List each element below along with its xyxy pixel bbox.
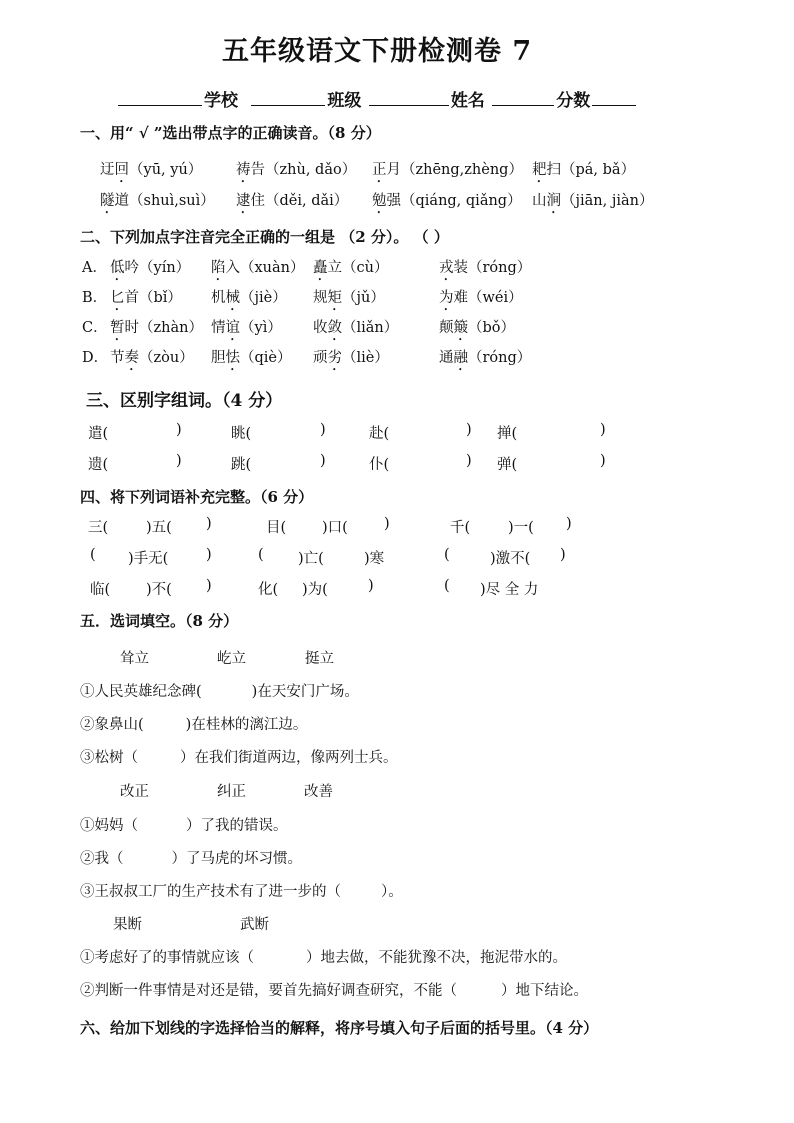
idiom-fragment: ) xyxy=(206,547,212,563)
idiom-fragment[interactable]: 目( xyxy=(266,520,287,536)
pinyin-options: （yín） xyxy=(139,260,191,276)
idiom-fragment[interactable]: ( xyxy=(444,547,450,563)
idiom-fragment[interactable]: ( xyxy=(90,547,96,563)
blank-close: ) xyxy=(320,453,326,469)
q5-sentence xyxy=(80,713,307,734)
idiom-fragment[interactable]: 千( xyxy=(450,520,471,536)
pinyin-options: （yì） xyxy=(240,320,282,336)
blank-close: ) xyxy=(466,453,472,469)
marked-char: 为 xyxy=(439,290,454,306)
sentence-part: ③松树（ xyxy=(80,750,138,766)
pinyin-options: （róng） xyxy=(468,260,532,276)
option-label[interactable]: D． xyxy=(82,350,109,366)
marked-char: 逮 xyxy=(236,193,251,209)
q2-word-item[interactable] xyxy=(313,256,388,284)
sentence-part: ②象鼻山( xyxy=(80,717,144,733)
idiom-fragment[interactable]: )手无( xyxy=(128,551,169,567)
char-prompt[interactable]: 赴( xyxy=(369,426,390,442)
class-label: 班级 xyxy=(327,91,362,111)
school-field[interactable] xyxy=(118,86,240,111)
word-char: 机 xyxy=(211,290,226,306)
sentence-part: )在天安门广场。 xyxy=(251,684,359,700)
q2-word-item[interactable] xyxy=(439,286,523,314)
idiom-fragment[interactable]: )亡( xyxy=(298,551,324,567)
idiom-fragment: ) xyxy=(560,547,566,563)
marked-char: 隧 xyxy=(100,193,115,209)
word-char: 顽 xyxy=(313,350,328,366)
word-char: 道 xyxy=(114,193,129,209)
option-label[interactable]: A． xyxy=(82,260,107,276)
class-field[interactable] xyxy=(245,86,363,111)
idiom-fragment[interactable]: )五( xyxy=(146,520,172,536)
idiom-fragment[interactable]: )一( xyxy=(508,520,534,536)
q2-word-item[interactable] xyxy=(211,256,305,284)
marked-char: 涧 xyxy=(546,193,561,209)
idiom-fragment[interactable]: )口( xyxy=(322,520,348,536)
q1-word-item[interactable] xyxy=(372,189,522,217)
q3-heading: 三、区别字组词。（4 分） xyxy=(86,391,283,411)
idiom-fragment[interactable]: )寒 xyxy=(364,551,385,567)
option-label[interactable]: C． xyxy=(82,320,108,336)
word-char: 规 xyxy=(313,290,328,306)
word-char: 山 xyxy=(532,193,547,209)
q5-sentence xyxy=(80,880,403,901)
q1-word-item[interactable] xyxy=(532,189,653,217)
pinyin-options: （yū, yú） xyxy=(129,162,203,178)
q2-word-item[interactable] xyxy=(439,346,531,374)
word-choice: 果断 xyxy=(113,917,142,933)
pinyin-options: （qiáng, qiǎng） xyxy=(401,193,522,209)
sentence-part: ①人民英雄纪念碑( xyxy=(80,684,202,700)
q5-heading: 五．选词填空。（8 分） xyxy=(80,612,239,630)
word-choice: 改善 xyxy=(304,784,333,800)
sentence-part: ）地去做，不能犹豫不决，拖泥带水的。 xyxy=(306,950,567,966)
idiom-fragment[interactable]: )不( xyxy=(146,582,172,598)
score-field[interactable] xyxy=(492,86,636,111)
char-prompt[interactable]: 眺( xyxy=(231,426,252,442)
pinyin-options: （liè） xyxy=(342,350,389,366)
sentence-part: ）了我的错误。 xyxy=(186,818,288,834)
q2-word-item[interactable] xyxy=(110,346,194,374)
word-choice: 挺立 xyxy=(305,651,334,667)
blank-close: ) xyxy=(320,422,326,438)
word-choice: 屹立 xyxy=(217,651,246,667)
marked-char: 陷 xyxy=(211,260,226,276)
pinyin-options: （xuàn） xyxy=(240,260,305,276)
word-char: 时 xyxy=(124,320,139,336)
q1-word-item[interactable] xyxy=(372,158,523,186)
pinyin-options: （zhù, dǎo） xyxy=(265,162,357,178)
marked-char: 戎 xyxy=(439,260,454,276)
word-char: 强 xyxy=(386,193,401,209)
idiom-fragment[interactable]: ( xyxy=(258,547,264,563)
word-char: 装 xyxy=(453,260,468,276)
idiom-fragment: ) xyxy=(206,578,212,594)
word-char: 情 xyxy=(211,320,226,336)
pinyin-options: （bǒ） xyxy=(468,320,516,336)
pinyin-options: （zòu） xyxy=(139,350,194,366)
q5-sentence xyxy=(80,979,588,1000)
marked-char: 怯 xyxy=(225,350,240,366)
marked-char: 匕 xyxy=(110,290,125,306)
idiom-fragment[interactable]: )激不( xyxy=(490,551,531,567)
char-prompt[interactable]: 仆( xyxy=(369,457,390,473)
marked-char: 回 xyxy=(114,162,129,178)
pinyin-options: （shuì,suì） xyxy=(129,193,215,209)
name-field[interactable] xyxy=(369,86,487,111)
pinyin-options: （bǐ） xyxy=(139,290,182,306)
idiom-fragment[interactable]: 临( xyxy=(90,582,111,598)
char-prompt[interactable]: 弹( xyxy=(497,457,518,473)
pinyin-options: （wéi） xyxy=(468,290,523,306)
marked-char: 祷 xyxy=(236,162,251,178)
char-prompt[interactable]: 遗( xyxy=(88,457,109,473)
pinyin-options: （jǔ） xyxy=(342,290,385,306)
idiom-fragment: ) xyxy=(368,578,374,594)
page-title: 五年级语文下册检测卷 7 xyxy=(222,36,533,67)
word-char: 首 xyxy=(124,290,139,306)
pinyin-options: （qiè） xyxy=(240,350,292,366)
idiom-fragment: ) xyxy=(566,516,572,532)
option-label[interactable]: B． xyxy=(82,290,108,306)
q1-word-item[interactable] xyxy=(100,189,215,217)
blank-close: ) xyxy=(600,453,606,469)
sentence-part: ①妈妈（ xyxy=(80,818,138,834)
q2-word-item[interactable] xyxy=(211,316,282,344)
pinyin-options: （zhēng,zhèng） xyxy=(401,162,523,178)
blank-close: ) xyxy=(176,422,182,438)
sentence-part: ①考虑好了的事情就应该（ xyxy=(80,950,254,966)
sentence-part: ）地下结论。 xyxy=(501,983,588,999)
marked-char: 敛 xyxy=(327,320,342,336)
q6-heading: 六、给加下划线的字选择恰当的解释，将序号填入句子后面的括号里。（4 分） xyxy=(80,1019,599,1037)
idiom-fragment: ) xyxy=(206,516,212,532)
pinyin-options: （jiān, jiàn） xyxy=(561,193,654,209)
word-char: 月 xyxy=(386,162,401,178)
blank-close: ) xyxy=(600,422,606,438)
word-char: 节 xyxy=(110,350,125,366)
q2-word-item[interactable] xyxy=(211,346,292,374)
word-char: 难 xyxy=(453,290,468,306)
char-prompt[interactable]: 遣( xyxy=(88,426,109,442)
blank-close: ) xyxy=(466,422,472,438)
name-label: 姓名 xyxy=(450,91,485,111)
q5-sentence xyxy=(80,847,302,868)
q1-word-item[interactable] xyxy=(532,158,635,186)
word-char: 入 xyxy=(225,260,240,276)
q1-heading: 一、用“ √ ”选出带点字的正确读音。（8 分） xyxy=(80,124,381,142)
idiom-fragment[interactable]: 三( xyxy=(88,520,109,536)
pinyin-options: （liǎn） xyxy=(342,320,399,336)
marked-char: 低 xyxy=(110,260,125,276)
q2-word-item[interactable] xyxy=(313,286,385,314)
word-choice: 改正 xyxy=(120,784,149,800)
word-char: 吟 xyxy=(124,260,139,276)
idiom-fragment[interactable]: ( xyxy=(444,578,450,594)
marked-char: 矩 xyxy=(327,290,342,306)
q5-sentence xyxy=(80,680,359,701)
pinyin-options: （děi, dǎi） xyxy=(265,193,349,209)
word-choice: 纠正 xyxy=(217,784,246,800)
marked-char: 耙 xyxy=(532,162,547,178)
pinyin-options: （róng） xyxy=(468,350,532,366)
q1-word-item[interactable] xyxy=(236,189,348,217)
q2-word-item[interactable] xyxy=(313,316,398,344)
q2-word-item[interactable] xyxy=(110,316,203,344)
char-prompt[interactable]: 掸( xyxy=(497,426,518,442)
q1-word-item[interactable] xyxy=(100,158,202,186)
marked-char: 奏 xyxy=(124,350,139,366)
marked-char: 簸 xyxy=(453,320,468,336)
word-choice: 武断 xyxy=(240,917,269,933)
q2-word-item[interactable] xyxy=(313,346,389,374)
char-prompt[interactable]: 跳( xyxy=(231,457,252,473)
q2-heading: 二、下列加点字注音完全正确的一组是 （2 分）。 （ ） xyxy=(80,228,449,246)
q2-word-item[interactable] xyxy=(110,286,182,314)
q2-word-item[interactable] xyxy=(211,286,287,314)
word-choice: 耸立 xyxy=(120,651,149,667)
marked-char: 正 xyxy=(372,162,387,178)
pinyin-options: （cù） xyxy=(342,260,389,276)
marked-char: 械 xyxy=(225,290,240,306)
sentence-part: ③王叔叔工厂的生产技术有了进一步的（ xyxy=(80,884,341,900)
marked-char: 融 xyxy=(453,350,468,366)
sentence-part: ②判断一件事情是对还是错，要首先搞好调查研究，不能（ xyxy=(80,983,457,999)
q5-sentence xyxy=(80,746,398,767)
marked-char: 矗 xyxy=(313,260,328,276)
word-char: 住 xyxy=(250,193,265,209)
idiom-fragment[interactable]: )尽 全 力 xyxy=(480,582,539,598)
word-char: 迂 xyxy=(100,162,115,178)
q1-word-item[interactable] xyxy=(236,158,356,186)
q2-word-item[interactable] xyxy=(439,316,515,344)
word-char: 通 xyxy=(439,350,454,366)
marked-char: 劣 xyxy=(327,350,342,366)
pinyin-options: （jiè） xyxy=(240,290,287,306)
q2-word-item[interactable] xyxy=(439,256,531,284)
idiom-fragment[interactable]: )为( xyxy=(302,582,328,598)
sentence-part: ②我（ xyxy=(80,851,124,867)
blank-close: ) xyxy=(176,453,182,469)
word-char: 颠 xyxy=(439,320,454,336)
q2-word-item[interactable] xyxy=(110,256,190,284)
q5-sentence xyxy=(80,946,567,967)
sentence-part: )在桂林的漓江边。 xyxy=(185,717,308,733)
word-char: 告 xyxy=(250,162,265,178)
sentence-part: ）在我们街道两边，像两列士兵。 xyxy=(180,750,398,766)
word-char: 胆 xyxy=(211,350,226,366)
sentence-part: ）了马虎的坏习惯。 xyxy=(171,851,302,867)
pinyin-options: （pá, bǎ） xyxy=(561,162,636,178)
score-label: 分数 xyxy=(556,91,591,111)
sentence-part: ）。 xyxy=(381,884,403,900)
student-info-line xyxy=(118,86,636,111)
q4-heading: 四、将下列词语补充完整。（6 分） xyxy=(80,488,314,506)
word-char: 收 xyxy=(313,320,328,336)
idiom-fragment[interactable]: 化( xyxy=(258,582,279,598)
marked-char: 谊 xyxy=(225,320,240,336)
idiom-fragment: ) xyxy=(384,516,390,532)
school-label: 学校 xyxy=(204,91,238,111)
q5-sentence xyxy=(80,814,288,835)
marked-char: 暂 xyxy=(110,320,125,336)
marked-char: 勉 xyxy=(372,193,387,209)
word-char: 立 xyxy=(327,260,342,276)
word-char: 扫 xyxy=(546,162,561,178)
pinyin-options: （zhàn） xyxy=(139,320,203,336)
